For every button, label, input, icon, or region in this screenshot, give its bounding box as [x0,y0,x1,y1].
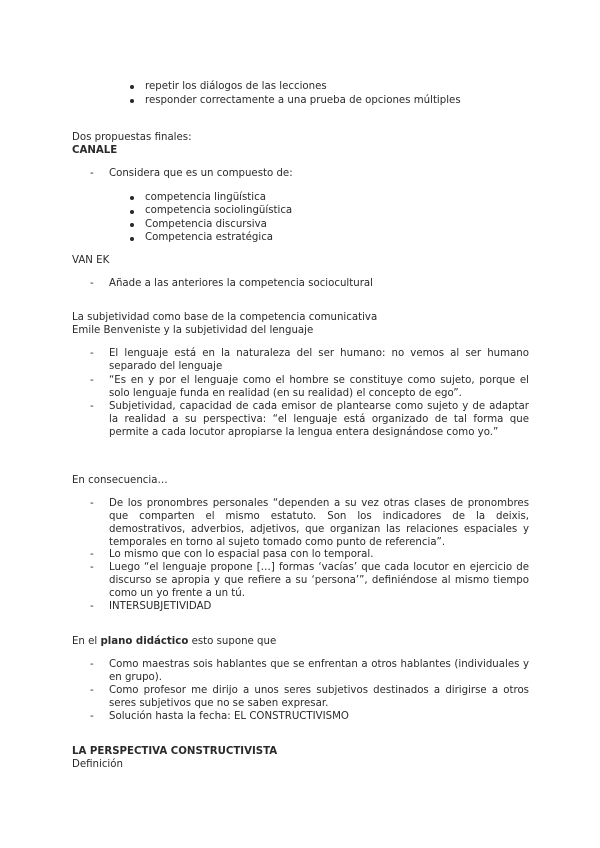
canale-dash: Considera que es un compuesto de: [109,168,293,179]
constructivist-definition: Definición [72,759,123,770]
subjectivity-item-3: Subjetividad, capacidad de cada emisor de plantearse como sujeto y de adaptar la realidad a su perspectiva: “el lenguaje está organizado de tal forma que permite a cada locutor apropiarse la lengua entera designándose como yo.” [109,401,529,438]
vanek-dash: Añade a las anteriores la competencia sociocultural [109,278,373,289]
dash-marker: - [90,562,94,573]
consequence-heading: En consecuencia… [72,475,168,486]
canale-title: CANALE [72,145,118,156]
consequence-item-2: Lo mismo que con lo espacial pasa con lo temporal. [109,549,374,560]
dash-marker: - [90,348,94,359]
constructivist-title: LA PERSPECTIVA CONSTRUCTIVISTA [72,746,278,757]
didactic-item-3: Solución hasta la fecha: EL CONSTRUCTIVISMO [109,711,349,722]
dash-marker: - [90,601,94,612]
top-bullet-1: repetir los diálogos de las lecciones [145,81,327,92]
consequence-item-4: INTERSUBJETIVIDAD [109,601,212,612]
didactic-item-1: Como maestras sois hablantes que se enfrentan a otros hablantes (individuales y en grupo). [109,659,529,683]
dash-marker: - [90,278,94,289]
dash-marker: - [90,168,94,179]
didactic-suffix: esto supone que [188,636,277,647]
bullet-dot [130,210,134,214]
dash-marker: - [90,711,94,722]
subjectivity-heading-2: Emile Benveniste y la subjetividad del lenguaje [72,325,314,336]
canale-item-1: competencia lingüística [145,192,266,203]
vanek-title: VAN EK [72,255,110,266]
dash-marker: - [90,401,94,412]
final-heading: Dos propuestas finales: [72,132,192,143]
dash-marker: - [90,549,94,560]
canale-item-3: Competencia discursiva [145,219,267,230]
dash-marker: - [90,685,94,696]
bullet-dot [130,237,134,241]
didactic-prefix: En el [72,636,101,647]
bullet-dot [130,85,134,89]
canale-item-2: competencia sociolingüística [145,205,293,216]
bullet-dot [130,99,134,103]
dash-marker: - [90,659,94,670]
subjectivity-heading-1: La subjetividad como base de la competencia comunicativa [72,312,378,323]
subjectivity-item-2: “Es en y por el lenguaje como el hombre se constituye como sujeto, porque el solo lenguaje funda en realidad (en su realidad) el concepto de ego”. [109,375,529,399]
didactic-heading [72,635,276,648]
top-bullet-2: responder correctamente a una prueba de opciones múltiples [145,95,461,106]
dash-marker: - [90,498,94,509]
didactic-item-2: Como profesor me dirijo a unos seres subjetivos destinados a dirigirse a otros seres subjetivos que no se saben expresar. [109,685,529,709]
bullet-dot [130,196,134,200]
dash-marker: - [90,375,94,386]
bullet-dot [130,223,134,227]
consequence-item-3: Luego “el lenguaje propone […] formas ‘vacías’ que cada locutor en ejercicio de discurso se apropia y que refiere a su ‘persona’”, definiéndose al mismo tiempo como un yo frente a un tú. [109,562,529,599]
canale-item-4: Competencia estratégica [145,232,274,243]
didactic-bold: plano didáctico [100,636,189,647]
consequence-item-1: De los pronombres personales “dependen a su vez otras clases de pronombres que comparten el mismo estatuto. Son los indicadores de la deixis, demostrativos, adverbios, adjetivos, que organizan las relaciones espaciales y temporales en torno al sujeto tomado como punto de referencia”. [109,498,529,548]
subjectivity-item-1: El lenguaje está en la naturaleza del ser humano: no vemos al ser humano separado del lenguaje [109,348,529,372]
